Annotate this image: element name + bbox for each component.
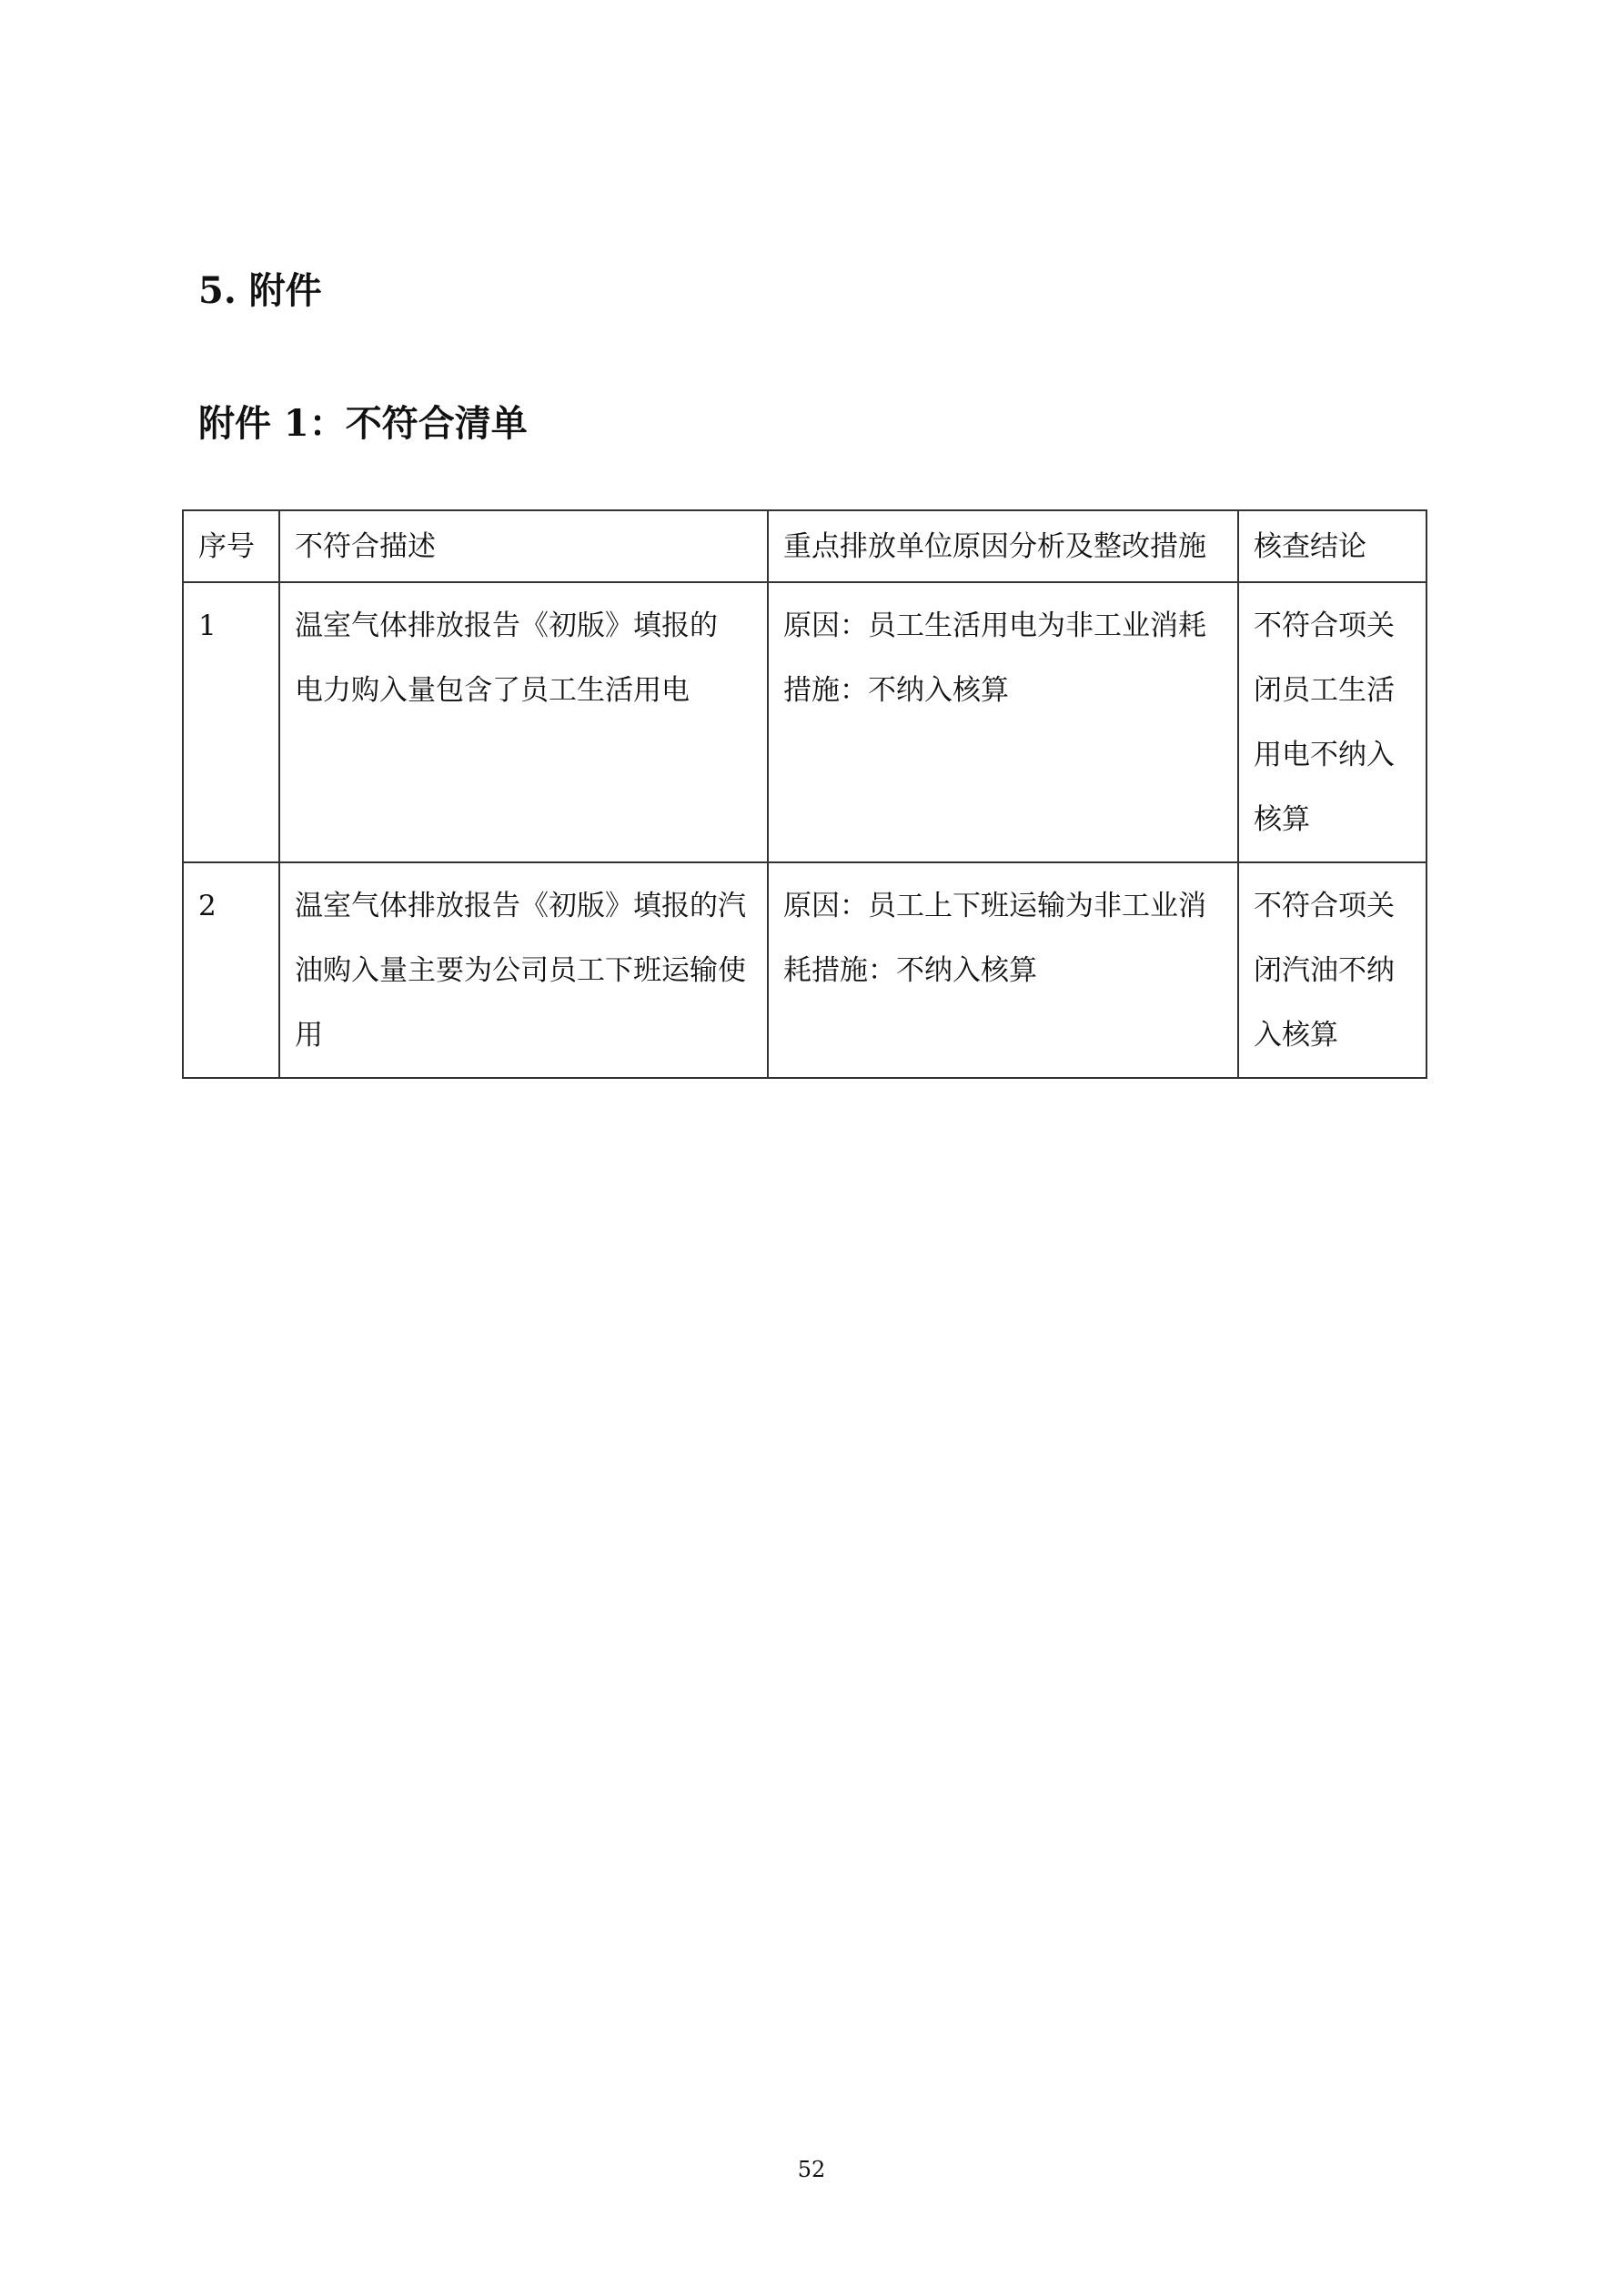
row-description: 温室气体排放报告《初版》填报的 电力购入量包含了员工生活用电 (279, 582, 768, 862)
table-row (183, 582, 1426, 862)
row-conclusion: 不符合项关闭汽油不纳入核算 (1238, 862, 1426, 1078)
row-analysis: 原因：员工生活用电为非工业消耗措施：不纳入核算 (768, 582, 1238, 862)
appendix-heading: 附件 1：不符合清单 (198, 402, 528, 445)
row-analysis: 原因：员工上下班运输为非工业消耗措施：不纳入核算 (768, 862, 1238, 1078)
header-number: 序号 (183, 510, 279, 582)
row-number: 2 (183, 862, 279, 1078)
table-row (183, 862, 1426, 1078)
section-heading: 5. 附件 (198, 269, 322, 312)
header-conclusion: 核查结论 (1238, 510, 1426, 582)
row-conclusion: 不符合项关闭员工生活用电不纳入核算 (1238, 582, 1426, 862)
page-number: 52 (797, 2157, 826, 2182)
row-number: 1 (183, 582, 279, 862)
table-header-row (183, 510, 1426, 582)
nonconformity-table (182, 509, 1427, 1079)
header-description: 不符合描述 (279, 510, 768, 582)
row-description: 温室气体排放报告《初版》填报的汽油购入量主要为公司员工下班运输使用 (279, 862, 768, 1078)
header-analysis: 重点排放单位原因分析及整改措施 (768, 510, 1238, 582)
